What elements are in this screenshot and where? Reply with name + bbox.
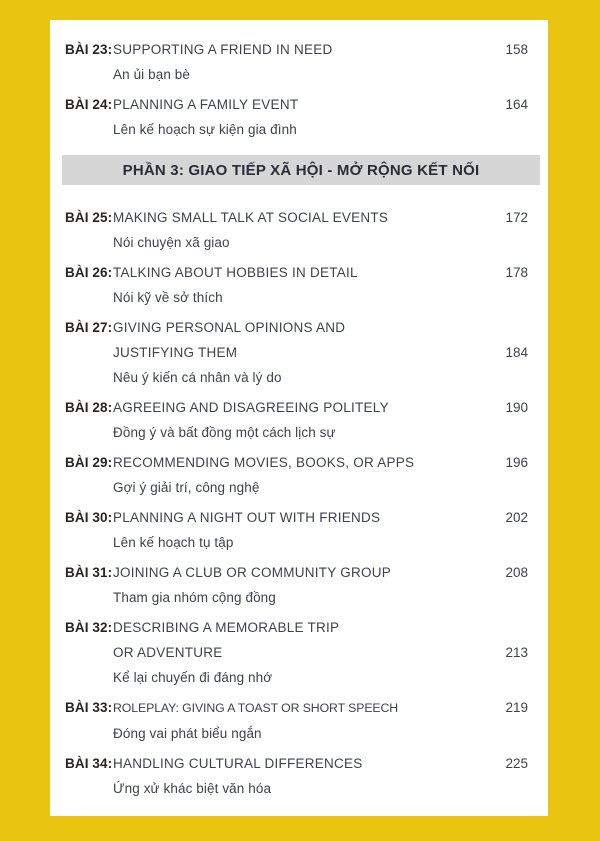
lesson-subtitle-row xyxy=(65,365,528,390)
lesson-title: DESCRIBING A MEMORABLE TRIP xyxy=(113,620,340,635)
lesson-label: BÀI 27: xyxy=(65,320,113,335)
lesson-page-number: 213 xyxy=(505,645,528,660)
toc-page xyxy=(50,20,548,816)
lesson-label: BÀI 34: xyxy=(65,756,113,771)
toc-item xyxy=(65,92,528,142)
lesson-subtitle: Đồng ý và bất đồng một cách lịch sự xyxy=(113,425,336,440)
lesson-label: BÀI 30: xyxy=(65,510,113,525)
lesson-subtitle-row xyxy=(65,285,528,310)
toc-item xyxy=(65,37,528,87)
lesson-page-number: 190 xyxy=(505,400,528,415)
lesson-page-number: 208 xyxy=(505,565,528,580)
lesson-subtitle: Ứng xử khác biệt văn hóa xyxy=(113,781,272,796)
lesson-title: MAKING SMALL TALK AT SOCIAL EVENTS xyxy=(113,210,389,225)
lesson-label: BÀI 28: xyxy=(65,400,113,415)
lesson-subtitle: Đóng vai phát biểu ngắn xyxy=(113,726,262,741)
section-header-title: PHẦN 3: GIAO TIẾP XÃ HỘI - MỞ RỘNG KẾT NỐI xyxy=(122,161,480,179)
lesson-label: BÀI 24: xyxy=(65,97,113,112)
lesson-subtitle-row xyxy=(65,62,528,87)
toc-item xyxy=(65,560,528,610)
lesson-title: RECOMMENDING MOVIES, BOOKS, OR APPS xyxy=(113,455,415,470)
lesson-subtitle-row xyxy=(65,230,528,255)
lesson-page-number: 158 xyxy=(505,42,528,57)
lesson-title: TALKING ABOUT HOBBIES IN DETAIL xyxy=(113,265,358,280)
lesson-subtitle-row xyxy=(65,475,528,500)
lesson-page-number: 172 xyxy=(505,210,528,225)
lesson-title: AGREEING AND DISAGREEING POLITELY xyxy=(113,400,389,415)
toc-item xyxy=(65,695,528,746)
lesson-page-number: 225 xyxy=(505,756,528,771)
toc-item xyxy=(65,615,528,690)
toc-item xyxy=(65,315,528,390)
lesson-label: BÀI 29: xyxy=(65,455,113,470)
lesson-page-number: 196 xyxy=(505,455,528,470)
toc-item xyxy=(65,395,528,445)
lesson-page-number: 164 xyxy=(505,97,528,112)
toc-item xyxy=(65,205,528,255)
toc-item xyxy=(65,260,528,310)
lesson-subtitle-row xyxy=(65,776,528,801)
lesson-title: ROLEPLAY: GIVING A TOAST OR SHORT SPEECH xyxy=(113,701,399,715)
section-header-band xyxy=(62,155,540,185)
lesson-title-row xyxy=(65,695,528,721)
lesson-title-row xyxy=(65,260,528,285)
lesson-title-row xyxy=(65,615,528,640)
lesson-label: BÀI 25: xyxy=(65,210,113,225)
lesson-title: SUPPORTING A FRIEND IN NEED xyxy=(113,42,333,57)
lesson-title-row xyxy=(65,560,528,585)
lesson-label: BÀI 26: xyxy=(65,265,113,280)
lesson-title-row-2 xyxy=(65,640,528,665)
lesson-subtitle: An ủi bạn bè xyxy=(113,67,191,82)
lesson-label: BÀI 32: xyxy=(65,620,113,635)
toc-item xyxy=(65,450,528,500)
lesson-subtitle-row xyxy=(65,420,528,445)
toc-item xyxy=(65,505,528,555)
lesson-title-row-2 xyxy=(65,340,528,365)
lesson-title: HANDLING CULTURAL DIFFERENCES xyxy=(113,756,363,771)
lesson-title-line2: JUSTIFYING THEM xyxy=(113,345,238,360)
lesson-subtitle-row xyxy=(65,665,528,690)
lesson-title-row xyxy=(65,751,528,776)
lesson-label: BÀI 33: xyxy=(65,700,113,715)
lesson-title-row xyxy=(65,37,528,62)
lesson-subtitle-row xyxy=(65,530,528,555)
lesson-title-row xyxy=(65,395,528,420)
toc-item xyxy=(65,751,528,801)
lesson-subtitle: Nêu ý kiến cá nhân và lý do xyxy=(113,370,282,385)
lesson-title-row xyxy=(65,92,528,117)
lesson-subtitle: Kể lại chuyến đi đáng nhớ xyxy=(113,670,273,685)
lesson-subtitle-row xyxy=(65,117,528,142)
lesson-subtitle: Gợi ý giải trí, công nghệ xyxy=(113,480,260,495)
lesson-label: BÀI 23: xyxy=(65,42,113,57)
lesson-subtitle: Lên kế hoạch sự kiện gia đình xyxy=(113,122,297,137)
lesson-title-row xyxy=(65,450,528,475)
lesson-page-number: 178 xyxy=(505,265,528,280)
lesson-page-number: 202 xyxy=(505,510,528,525)
lesson-title-row xyxy=(65,205,528,230)
lesson-page-number: 184 xyxy=(505,345,528,360)
lesson-label: BÀI 31: xyxy=(65,565,113,580)
lesson-subtitle: Lên kế hoạch tụ tập xyxy=(113,535,234,550)
lesson-title: JOINING A CLUB OR COMMUNITY GROUP xyxy=(113,565,392,580)
lesson-title: GIVING PERSONAL OPINIONS AND xyxy=(113,320,346,335)
lesson-subtitle: Nói chuyện xã giao xyxy=(113,235,230,250)
lesson-page-number: 219 xyxy=(505,700,528,715)
lesson-title-row xyxy=(65,505,528,530)
lesson-subtitle-row xyxy=(65,585,528,610)
lesson-title: PLANNING A FAMILY EVENT xyxy=(113,97,299,112)
lesson-title: PLANNING A NIGHT OUT WITH FRIENDS xyxy=(113,510,381,525)
lesson-title-row xyxy=(65,315,528,340)
lesson-title-line2: OR ADVENTURE xyxy=(113,645,223,660)
lesson-subtitle-row xyxy=(65,721,528,746)
lesson-subtitle: Nói kỹ về sở thích xyxy=(113,290,223,305)
lesson-subtitle: Tham gia nhóm cộng đồng xyxy=(113,590,276,605)
